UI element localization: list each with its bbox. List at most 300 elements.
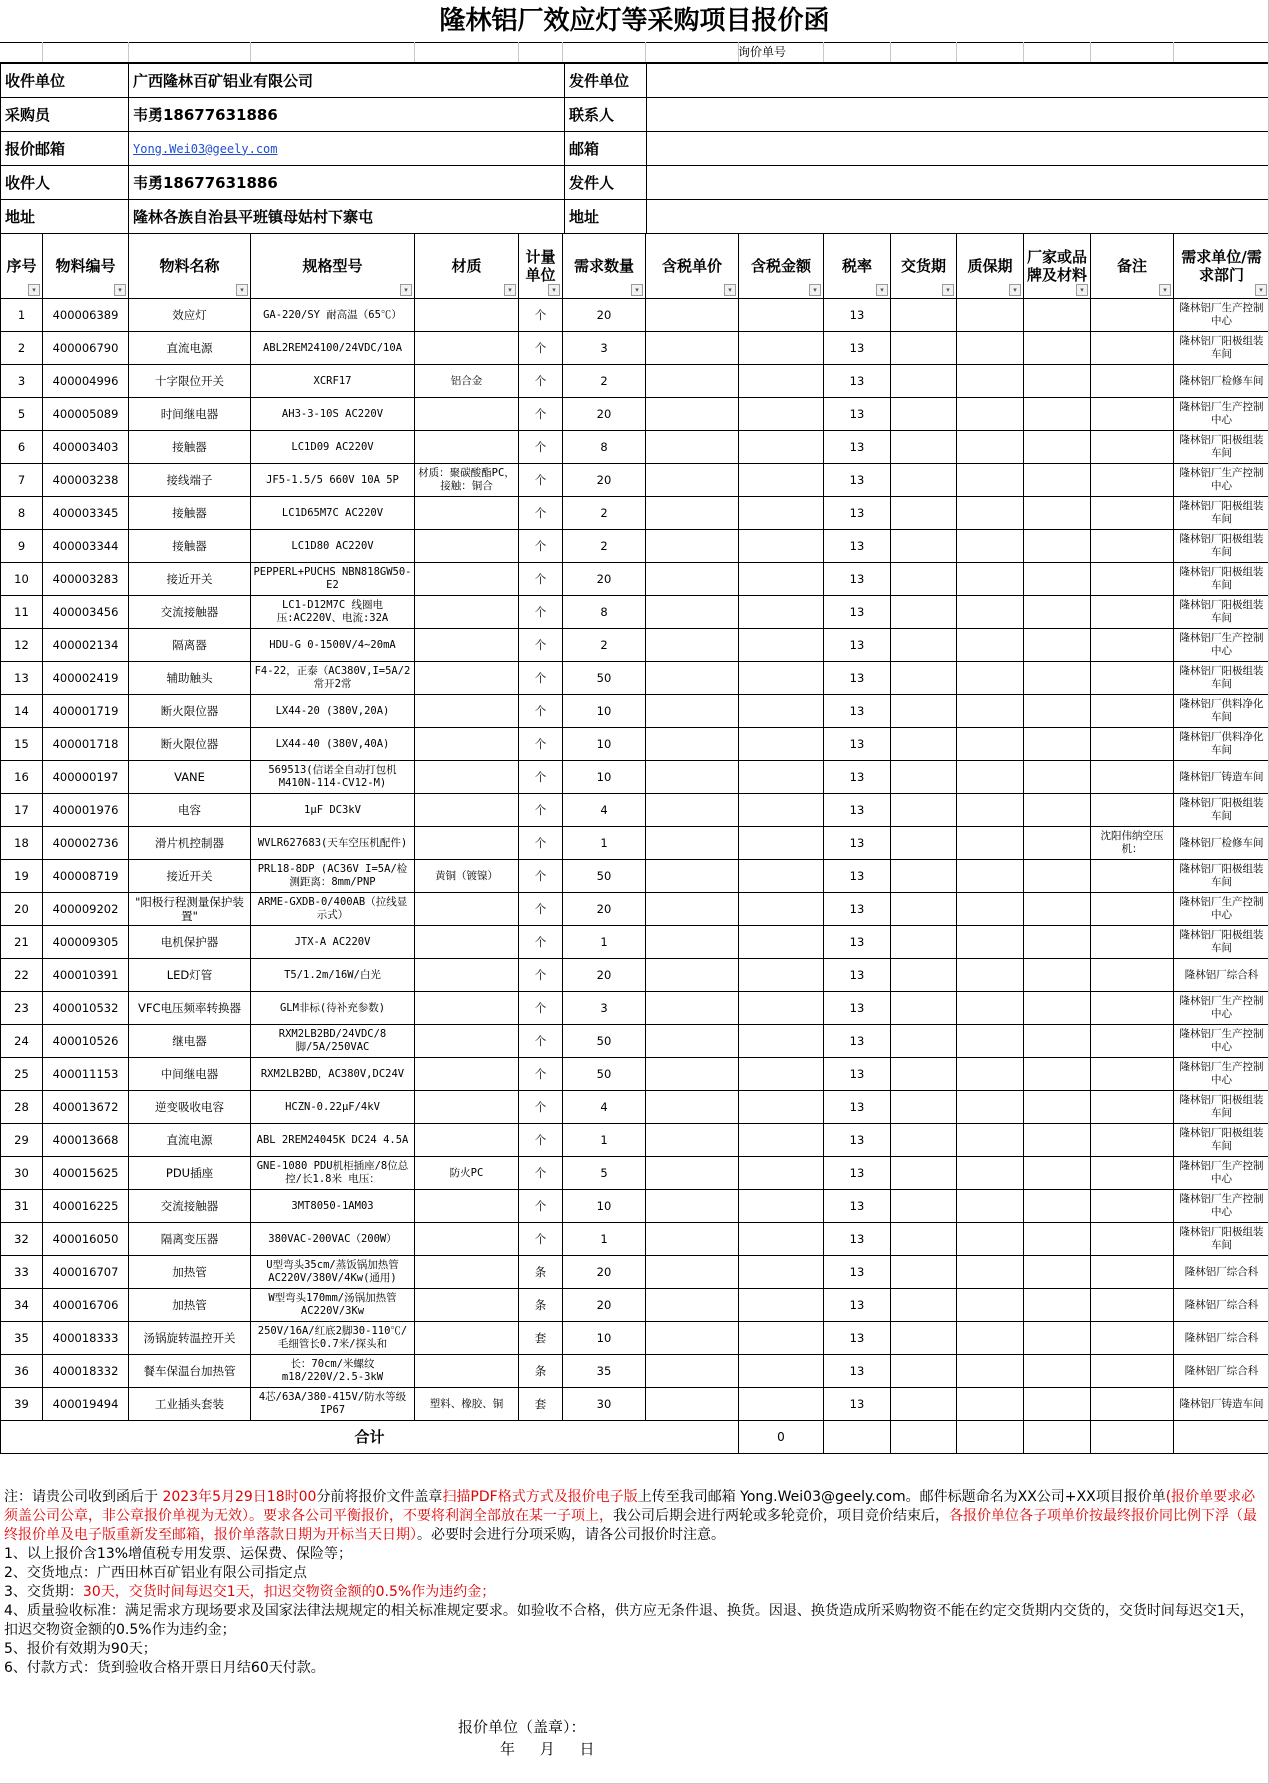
sender-value[interactable] [647,166,1269,200]
cell-unit-price[interactable] [646,1355,739,1388]
cell-warranty[interactable] [957,431,1024,464]
cell-warranty[interactable] [957,530,1024,563]
cell-brand[interactable] [1024,563,1091,596]
cell-brand[interactable] [1024,1289,1091,1322]
cell-amount[interactable] [739,827,824,860]
note-text: 我公司后期会进行两轮或多轮竞价，项目竞价结束后， [613,1508,949,1524]
cell-qty: 1 [563,1223,646,1256]
header-col-delivery [891,234,957,299]
cell-brand[interactable] [1024,959,1091,992]
contact-value[interactable] [647,98,1269,132]
cell-delivery[interactable] [891,1157,957,1190]
cell-warranty[interactable] [957,1223,1024,1256]
cell-qty: 20 [563,464,646,497]
filter-dropdown-icon[interactable]: ▾ [236,284,248,296]
cell-amount[interactable] [739,1223,824,1256]
cell-brand[interactable] [1024,893,1091,926]
note-format: 扫描PDF格式方式及报价电子版 [442,1489,638,1505]
header-label: 序号 [6,257,37,275]
cell-dept: 隆林铝厂阳极组装车间 [1174,1223,1269,1256]
cell-warranty[interactable] [957,1388,1024,1421]
cell-delivery[interactable] [891,464,957,497]
cell-amount[interactable] [739,1091,824,1124]
cell-delivery[interactable] [891,662,957,695]
cell-brand[interactable] [1024,1256,1091,1289]
cell-warranty[interactable] [957,1025,1024,1058]
cell-tax-rate: 13 [824,1025,891,1058]
cell-unit-price[interactable] [646,299,739,332]
cell-amount[interactable] [739,959,824,992]
cell-amount[interactable] [739,1058,824,1091]
cell-brand[interactable] [1024,992,1091,1025]
cell-brand[interactable] [1024,1355,1091,1388]
cell-remark [1091,1256,1174,1289]
cell-code: 400018332 [43,1355,129,1388]
cell-qty: 20 [563,1289,646,1322]
cell-amount[interactable] [739,431,824,464]
address-label: 地址 [1,200,129,234]
cell-no: 30 [1,1157,43,1190]
cell-unit-price[interactable] [646,431,739,464]
cell-brand[interactable] [1024,629,1091,662]
cell-amount[interactable] [739,365,824,398]
table-row [1,1091,1269,1124]
cell-warranty[interactable] [957,728,1024,761]
cell-unit-price[interactable] [646,728,739,761]
cell-unit-price[interactable] [646,563,739,596]
cell-warranty[interactable] [957,464,1024,497]
filter-dropdown-icon[interactable]: ▾ [1076,284,1088,296]
cell-dept: 隆林铝厂生产控制中心 [1174,992,1269,1025]
header-label: 计量单位 [525,248,556,284]
cell-brand[interactable] [1024,926,1091,959]
cell-brand[interactable] [1024,1124,1091,1157]
cell-delivery[interactable] [891,992,957,1025]
header-col-tax-rate [824,234,891,299]
cell-warranty[interactable] [957,365,1024,398]
note-requirement: (报价单要求必须盖公司公章，非公章报价单视为无效）。要求各公司平衡报价，不要将利润全部放在某一子项上， [4,1489,1256,1524]
cell-brand[interactable] [1024,1058,1091,1091]
cell-amount[interactable] [739,464,824,497]
cell-delivery[interactable] [891,761,957,794]
filter-dropdown-icon[interactable]: ▾ [942,284,954,296]
cell-spec: GNE-1080 PDU机柜插座/8位总控/长1.8米 电压： [251,1157,415,1190]
cell-unit-price[interactable] [646,893,739,926]
cell-amount[interactable] [739,629,824,662]
cell-no: 3 [1,365,43,398]
cell-delivery[interactable] [891,1223,957,1256]
cell-warranty[interactable] [957,563,1024,596]
cell-code: 400003456 [43,596,129,629]
cell-unit-price[interactable] [646,1058,739,1091]
cell-warranty[interactable] [957,794,1024,827]
table-row [1,365,1269,398]
cell-name: 滑片机控制器 [129,827,251,860]
cell-tax-rate: 13 [824,827,891,860]
cell-code: 400004996 [43,365,129,398]
filter-dropdown-icon[interactable]: ▾ [548,284,560,296]
cell-delivery[interactable] [891,563,957,596]
table-row [1,1025,1269,1058]
cell-qty: 20 [563,1256,646,1289]
note-item-2: 2、交货地点：广西田林百矿铝业有限公司指定点 [4,1565,307,1581]
cell-brand[interactable] [1024,728,1091,761]
cell-unit-price[interactable] [646,596,739,629]
cell-unit-price[interactable] [646,398,739,431]
header-label: 需求单位/需求部门 [1181,248,1262,284]
cell-brand[interactable] [1024,299,1091,332]
cell-delivery[interactable] [891,431,957,464]
cell-code: 400003238 [43,464,129,497]
header-col-qty [563,234,646,299]
cell-amount[interactable] [739,596,824,629]
cell-brand[interactable] [1024,1322,1091,1355]
cell-warranty[interactable] [957,827,1024,860]
cell-warranty[interactable] [957,1289,1024,1322]
cell-unit-price[interactable] [646,1124,739,1157]
cell-brand[interactable] [1024,1157,1091,1190]
cell-unit: 个 [519,1190,563,1223]
header-label: 含税单价 [661,257,722,275]
cell-warranty[interactable] [957,695,1024,728]
cell-amount[interactable] [739,530,824,563]
cell-name: 继电器 [129,1025,251,1058]
cell-brand[interactable] [1024,695,1091,728]
cell-dept: 隆林铝厂供料净化车间 [1174,695,1269,728]
cell-amount[interactable] [739,299,824,332]
cell-dept: 隆林铝厂供料净化车间 [1174,728,1269,761]
cell-unit-price[interactable] [646,959,739,992]
cell-unit: 个 [519,728,563,761]
cell-warranty[interactable] [957,629,1024,662]
note-deadline: 2023年5月29日18时00 [162,1489,317,1505]
cell-spec: F4-22，正泰（AC380V,I=5A/2常开2常 [251,662,415,695]
cell-qty: 8 [563,596,646,629]
cell-delivery[interactable] [891,1091,957,1124]
table-row [1,497,1269,530]
cell-code: 400006790 [43,332,129,365]
cell-brand[interactable] [1024,365,1091,398]
cell-delivery[interactable] [891,1190,957,1223]
cell-dept: 隆林铝厂综合科 [1174,959,1269,992]
cell-amount[interactable] [739,926,824,959]
cell-warranty[interactable] [957,497,1024,530]
recipient-label: 收件人 [1,166,129,200]
cell-amount[interactable] [739,662,824,695]
cell-dept: 隆林铝厂阳极组装车间 [1174,926,1269,959]
filter-dropdown-icon[interactable]: ▾ [28,284,40,296]
cell-delivery[interactable] [891,530,957,563]
cell-amount[interactable] [739,794,824,827]
cell-delivery[interactable] [891,1124,957,1157]
cell-code: 400016225 [43,1190,129,1223]
cell-amount[interactable] [739,893,824,926]
cell-amount[interactable] [739,1157,824,1190]
cell-material [415,959,519,992]
cell-amount[interactable] [739,728,824,761]
cell-delivery[interactable] [891,1322,957,1355]
cell-warranty[interactable] [957,1355,1024,1388]
cell-material [415,398,519,431]
cell-warranty[interactable] [957,662,1024,695]
cell-warranty[interactable] [957,926,1024,959]
cell-unit-price[interactable] [646,1091,739,1124]
cell-unit-price[interactable] [646,662,739,695]
cell-delivery[interactable] [891,959,957,992]
cell-warranty[interactable] [957,1190,1024,1223]
quote-email-link[interactable]: Yong.Wei03@geely.com [129,132,565,166]
cell-no: 6 [1,431,43,464]
header-col-warranty [957,234,1024,299]
cell-amount[interactable] [739,761,824,794]
table-row [1,1322,1269,1355]
filter-dropdown-icon[interactable]: ▾ [876,284,888,296]
cell-material [415,596,519,629]
contact-label: 联系人 [565,98,647,132]
cell-unit-price[interactable] [646,827,739,860]
cell-dept: 隆林铝厂阳极组装车间 [1174,596,1269,629]
cell-code: 400016707 [43,1256,129,1289]
cell-amount[interactable] [739,1025,824,1058]
cell-material: 塑料、橡胶、铜 [415,1388,519,1421]
cell-code: 400002134 [43,629,129,662]
cell-brand[interactable] [1024,596,1091,629]
cell-amount[interactable] [739,332,824,365]
cell-brand[interactable] [1024,1025,1091,1058]
header-col-dept [1174,234,1269,299]
cell-name: 直流电源 [129,332,251,365]
filter-dropdown-icon[interactable]: ▾ [724,284,736,296]
cell-unit: 个 [519,827,563,860]
cell-unit: 个 [519,860,563,893]
cell-remark [1091,1388,1174,1421]
address2-value[interactable] [647,200,1269,234]
cell-delivery[interactable] [891,860,957,893]
cell-unit-price[interactable] [646,464,739,497]
cell-name: 逆变吸收电容 [129,1091,251,1124]
cell-unit-price[interactable] [646,497,739,530]
cell-brand[interactable] [1024,1190,1091,1223]
cell-unit-price[interactable] [646,530,739,563]
cell-unit-price[interactable] [646,1322,739,1355]
table-row [1,464,1269,497]
cell-tax-rate: 13 [824,365,891,398]
cell-delivery[interactable] [891,1289,957,1322]
cell-amount[interactable] [739,497,824,530]
cell-name: PDU插座 [129,1157,251,1190]
cell-delivery[interactable] [891,695,957,728]
filter-dropdown-icon[interactable]: ▾ [1159,284,1171,296]
cell-delivery[interactable] [891,629,957,662]
cell-warranty[interactable] [957,398,1024,431]
cell-unit-price[interactable] [646,1190,739,1223]
cell-no: 21 [1,926,43,959]
cell-unit-price[interactable] [646,1025,739,1058]
table-row [1,332,1269,365]
cell-material [415,761,519,794]
cell-brand[interactable] [1024,662,1091,695]
cell-unit-price[interactable] [646,1157,739,1190]
cell-warranty[interactable] [957,1091,1024,1124]
cell-unit-price[interactable] [646,629,739,662]
cell-warranty[interactable] [957,1322,1024,1355]
cell-unit: 条 [519,1289,563,1322]
cell-amount[interactable] [739,992,824,1025]
table-row [1,1388,1269,1421]
cell-no: 14 [1,695,43,728]
cell-tax-rate: 13 [824,662,891,695]
cell-amount[interactable] [739,1190,824,1223]
filter-dropdown-icon[interactable]: ▾ [504,284,516,296]
cell-unit-price[interactable] [646,761,739,794]
cell-warranty[interactable] [957,1058,1024,1091]
cell-delivery[interactable] [891,1256,957,1289]
cell-delivery[interactable] [891,497,957,530]
sender-unit-value[interactable] [647,64,1269,98]
cell-amount[interactable] [739,1124,824,1157]
cell-delivery[interactable] [891,1058,957,1091]
filter-dropdown-icon[interactable]: ▾ [1009,284,1021,296]
cell-warranty[interactable] [957,959,1024,992]
cell-delivery[interactable] [891,596,957,629]
cell-delivery[interactable] [891,893,957,926]
cell-delivery[interactable] [891,365,957,398]
cell-amount[interactable] [739,1256,824,1289]
cell-brand[interactable] [1024,464,1091,497]
cell-spec: HDU-G 0-1500V/4~20mA [251,629,415,662]
cell-unit-price[interactable] [646,1289,739,1322]
cell-brand[interactable] [1024,497,1091,530]
cell-tax-rate: 13 [824,992,891,1025]
cell-warranty[interactable] [957,1157,1024,1190]
cell-remark [1091,1025,1174,1058]
cell-unit-price[interactable] [646,695,739,728]
cell-amount[interactable] [739,1355,824,1388]
cell-tax-rate: 13 [824,695,891,728]
cell-name: 接近开关 [129,860,251,893]
cell-brand[interactable] [1024,794,1091,827]
table-row [1,695,1269,728]
cell-unit: 个 [519,1124,563,1157]
cell-brand[interactable] [1024,530,1091,563]
cell-warranty[interactable] [957,332,1024,365]
cell-unit: 个 [519,464,563,497]
cell-brand[interactable] [1024,1091,1091,1124]
cell-amount[interactable] [739,1322,824,1355]
email-value[interactable] [647,132,1269,166]
cell-delivery[interactable] [891,1355,957,1388]
cell-amount[interactable] [739,398,824,431]
header-label: 物料编号 [55,257,116,275]
cell-delivery[interactable] [891,1388,957,1421]
cell-warranty[interactable] [957,299,1024,332]
cell-warranty[interactable] [957,761,1024,794]
filter-dropdown-icon[interactable]: ▾ [631,284,643,296]
cell-unit-price[interactable] [646,1223,739,1256]
cell-brand[interactable] [1024,1223,1091,1256]
filter-dropdown-icon[interactable]: ▾ [400,284,412,296]
cell-name: 断火限位器 [129,695,251,728]
cell-brand[interactable] [1024,332,1091,365]
cell-spec: JF5-1.5/5 660V 10A 5P [251,464,415,497]
cell-delivery[interactable] [891,398,957,431]
cell-warranty[interactable] [957,1124,1024,1157]
cell-delivery[interactable] [891,299,957,332]
cell-dept: 隆林铝厂综合科 [1174,1322,1269,1355]
filter-dropdown-icon[interactable]: ▾ [114,284,126,296]
cell-brand[interactable] [1024,431,1091,464]
cell-no: 9 [1,530,43,563]
cell-no: 12 [1,629,43,662]
cell-material [415,299,519,332]
cell-brand[interactable] [1024,1388,1091,1421]
cell-amount[interactable] [739,1388,824,1421]
cell-delivery[interactable] [891,728,957,761]
cell-no: 33 [1,1256,43,1289]
cell-spec: JTX-A AC220V [251,926,415,959]
cell-delivery[interactable] [891,332,957,365]
cell-unit-price[interactable] [646,1388,739,1421]
cell-amount[interactable] [739,860,824,893]
cell-tax-rate: 13 [824,893,891,926]
cell-unit-price[interactable] [646,992,739,1025]
cell-dept: 隆林铝厂阳极组装车间 [1174,431,1269,464]
header-label: 物料名称 [159,257,220,275]
cell-warranty[interactable] [957,596,1024,629]
cell-material [415,893,519,926]
cell-warranty[interactable] [957,893,1024,926]
cell-brand[interactable] [1024,860,1091,893]
cell-spec: XCRF17 [251,365,415,398]
sender-label: 发件人 [565,166,647,200]
cell-name: 接触器 [129,497,251,530]
cell-material [415,332,519,365]
filter-dropdown-icon[interactable]: ▾ [809,284,821,296]
cell-amount[interactable] [739,1289,824,1322]
cell-unit-price[interactable] [646,365,739,398]
cell-warranty[interactable] [957,1256,1024,1289]
cell-unit: 个 [519,1058,563,1091]
cell-unit: 个 [519,794,563,827]
cell-amount[interactable] [739,563,824,596]
cell-delivery[interactable] [891,794,957,827]
note-price-rule: 各报价单位各子项单价按最终报价同比例下浮（最终报价单及电子版重新发至邮箱，报价单落款日期为开标当天日期） [4,1508,1257,1543]
cell-name: 汤锅旋转温控开关 [129,1322,251,1355]
cell-unit-price[interactable] [646,794,739,827]
cell-unit-price[interactable] [646,1256,739,1289]
cell-warranty[interactable] [957,992,1024,1025]
header-col-name [129,234,251,299]
cell-unit-price[interactable] [646,332,739,365]
cell-delivery[interactable] [891,1025,957,1058]
cell-amount[interactable] [739,695,824,728]
cell-delivery[interactable] [891,926,957,959]
filter-dropdown-icon[interactable]: ▾ [1255,284,1267,296]
cell-dept: 隆林铝厂综合科 [1174,1256,1269,1289]
cell-unit: 个 [519,332,563,365]
cell-no: 35 [1,1322,43,1355]
cell-dept: 隆林铝厂生产控制中心 [1174,1058,1269,1091]
cell-warranty[interactable] [957,860,1024,893]
cell-unit-price[interactable] [646,860,739,893]
cell-unit: 个 [519,695,563,728]
cell-brand[interactable] [1024,761,1091,794]
note-text: 。必要时会进行分项采购，请各公司报价时注意。 [417,1527,725,1543]
cell-brand[interactable] [1024,398,1091,431]
cell-delivery[interactable] [891,827,957,860]
cell-unit-price[interactable] [646,926,739,959]
cell-brand[interactable] [1024,827,1091,860]
